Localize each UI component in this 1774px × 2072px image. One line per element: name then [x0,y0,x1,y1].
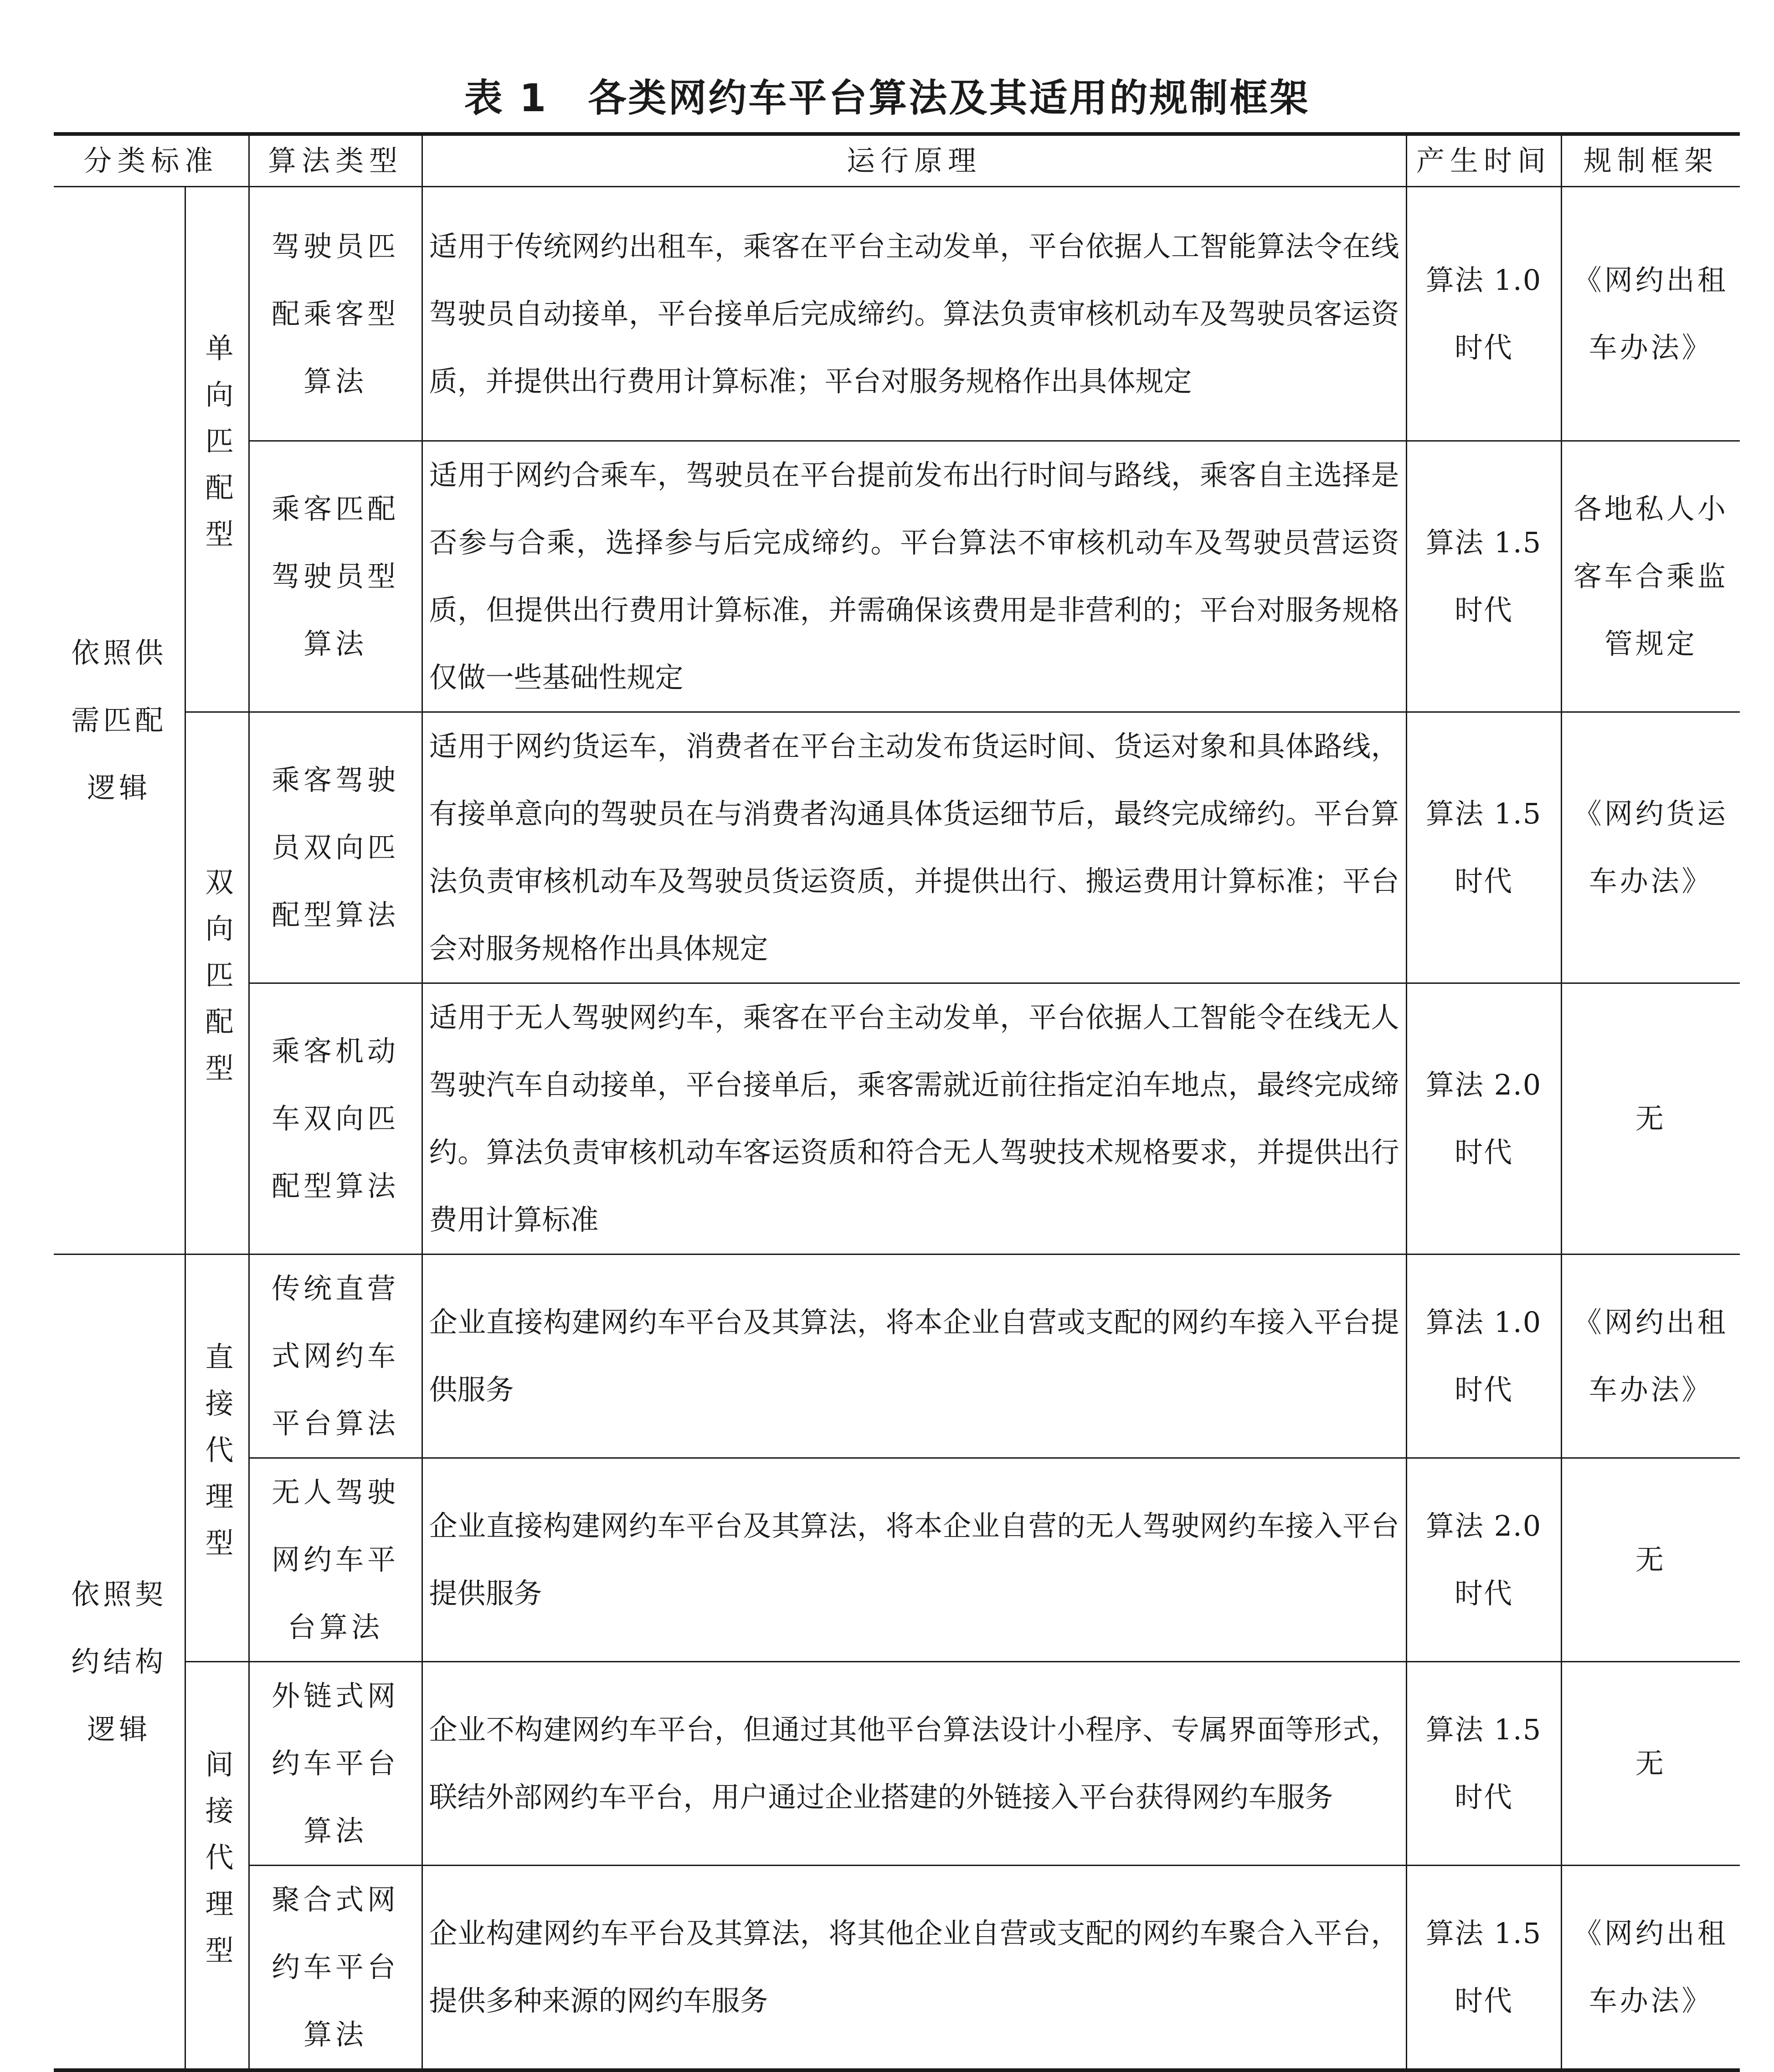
table-row [54,187,1740,441]
principle-cell: 适用于网约合乘车，驾驶员在平台提前发布出行时间与路线，乘客自主选择是否参与合乘，选择参与后完成缔约。平台算法不审核机动车及驾驶员营运资质，但提供出行费用计算标准，并需确保该费用是非营利的；平台对服务规格仅做一些基础性规定 [422,441,1406,712]
framework-cell: 《网约出租车办法》 [1561,187,1740,441]
subgroup-label: 间接代理型 [185,1662,249,2071]
subgroup-label: 双向匹配型 [185,712,249,1255]
table-row [54,441,1740,712]
framework-cell: 无 [1561,983,1740,1255]
table-row [54,712,1740,983]
time-cell: 算法 1.5 时代 [1406,1866,1561,2071]
principle-cell: 企业直接构建网约车平台及其算法，将本企业自营或支配的网约车接入平台提供服务 [422,1255,1406,1458]
principle-cell: 适用于传统网约出租车，乘客在平台主动发单，平台依据人工智能算法令在线驾驶员自动接单，平台接单后完成缔约。算法负责审核机动车及驾驶员客运资质，并提供出行费用计算标准；平台对服务规格作出具体规定 [422,187,1406,441]
framework-cell: 《网约出租车办法》 [1561,1255,1740,1458]
header-regulatory-framework: 规制框架 [1561,134,1740,187]
algorithm-type-cell: 乘客匹配驾驶员型算法 [249,441,422,712]
time-cell: 算法 1.5 时代 [1406,712,1561,983]
table-row [54,983,1740,1255]
algorithm-type-cell: 聚合式网约车平台算法 [249,1866,422,2071]
table-row [54,1458,1740,1662]
algorithm-type-cell: 无人驾驶网约车平台算法 [249,1458,422,1662]
table-row [54,1255,1740,1458]
framework-cell: 《网约货运车办法》 [1561,712,1740,983]
header-operating-principle: 运行原理 [422,134,1406,187]
time-cell: 算法 2.0 时代 [1406,1458,1561,1662]
algorithm-type-cell: 传统直营式网约车平台算法 [249,1255,422,1458]
group-label: 依照契约结构逻辑 [54,1255,185,2071]
header-row [54,134,1740,187]
principle-cell: 企业不构建网约车平台，但通过其他平台算法设计小程序、专属界面等形式，联结外部网约车平台，用户通过企业搭建的外链接入平台获得网约车服务 [422,1662,1406,1866]
framework-cell: 《网约出租车办法》 [1561,1866,1740,2071]
framework-cell: 各地私人小客车合乘监管规定 [1561,441,1740,712]
header-algorithm-type: 算法类型 [249,134,422,187]
principle-cell: 适用于无人驾驶网约车，乘客在平台主动发单，平台依据人工智能令在线无人驾驶汽车自动接单，平台接单后，乘客需就近前往指定泊车地点，最终完成缔约。算法负责审核机动车客运资质和符合无人驾驶技术规格要求，并提供出行费用计算标准 [422,983,1406,1255]
time-cell: 算法 1.5 时代 [1406,1662,1561,1866]
framework-cell: 无 [1561,1458,1740,1662]
table-row [54,1866,1740,2071]
principle-cell: 适用于网约货运车，消费者在平台主动发布货运时间、货运对象和具体路线，有接单意向的驾驶员在与消费者沟通具体货运细节后，最终完成缔约。平台算法负责审核机动车及驾驶员货运资质，并提供出行、搬运费用计算标准；平台会对服务规格作出具体规定 [422,712,1406,983]
algorithm-type-cell: 驾驶员匹配乘客型算法 [249,187,422,441]
time-cell: 算法 2.0 时代 [1406,983,1561,1255]
subgroup-label: 单向匹配型 [185,187,249,712]
regulation-table [54,132,1740,2072]
header-emergence-time: 产生时间 [1406,134,1561,187]
table-title: 表 1 各类网约车平台算法及其适用的规制框架 [464,76,1310,120]
algorithm-type-cell: 乘客机动车双向匹配型算法 [249,983,422,1255]
group-label: 依照供需匹配逻辑 [54,187,185,1255]
table-row [54,1662,1740,1866]
header-classification-standard: 分类标准 [54,134,249,187]
principle-cell: 企业直接构建网约车平台及其算法，将本企业自营的无人驾驶网约车接入平台提供服务 [422,1458,1406,1662]
time-cell: 算法 1.0 时代 [1406,187,1561,441]
framework-cell: 无 [1561,1662,1740,1866]
time-cell: 算法 1.5 时代 [1406,441,1561,712]
time-cell: 算法 1.0 时代 [1406,1255,1561,1458]
algorithm-type-cell: 乘客驾驶员双向匹配型算法 [249,712,422,983]
subgroup-label: 直接代理型 [185,1255,249,1662]
principle-cell: 企业构建网约车平台及其算法，将其他企业自营或支配的网约车聚合入平台，提供多种来源的网约车服务 [422,1866,1406,2071]
algorithm-type-cell: 外链式网约车平台算法 [249,1662,422,1866]
